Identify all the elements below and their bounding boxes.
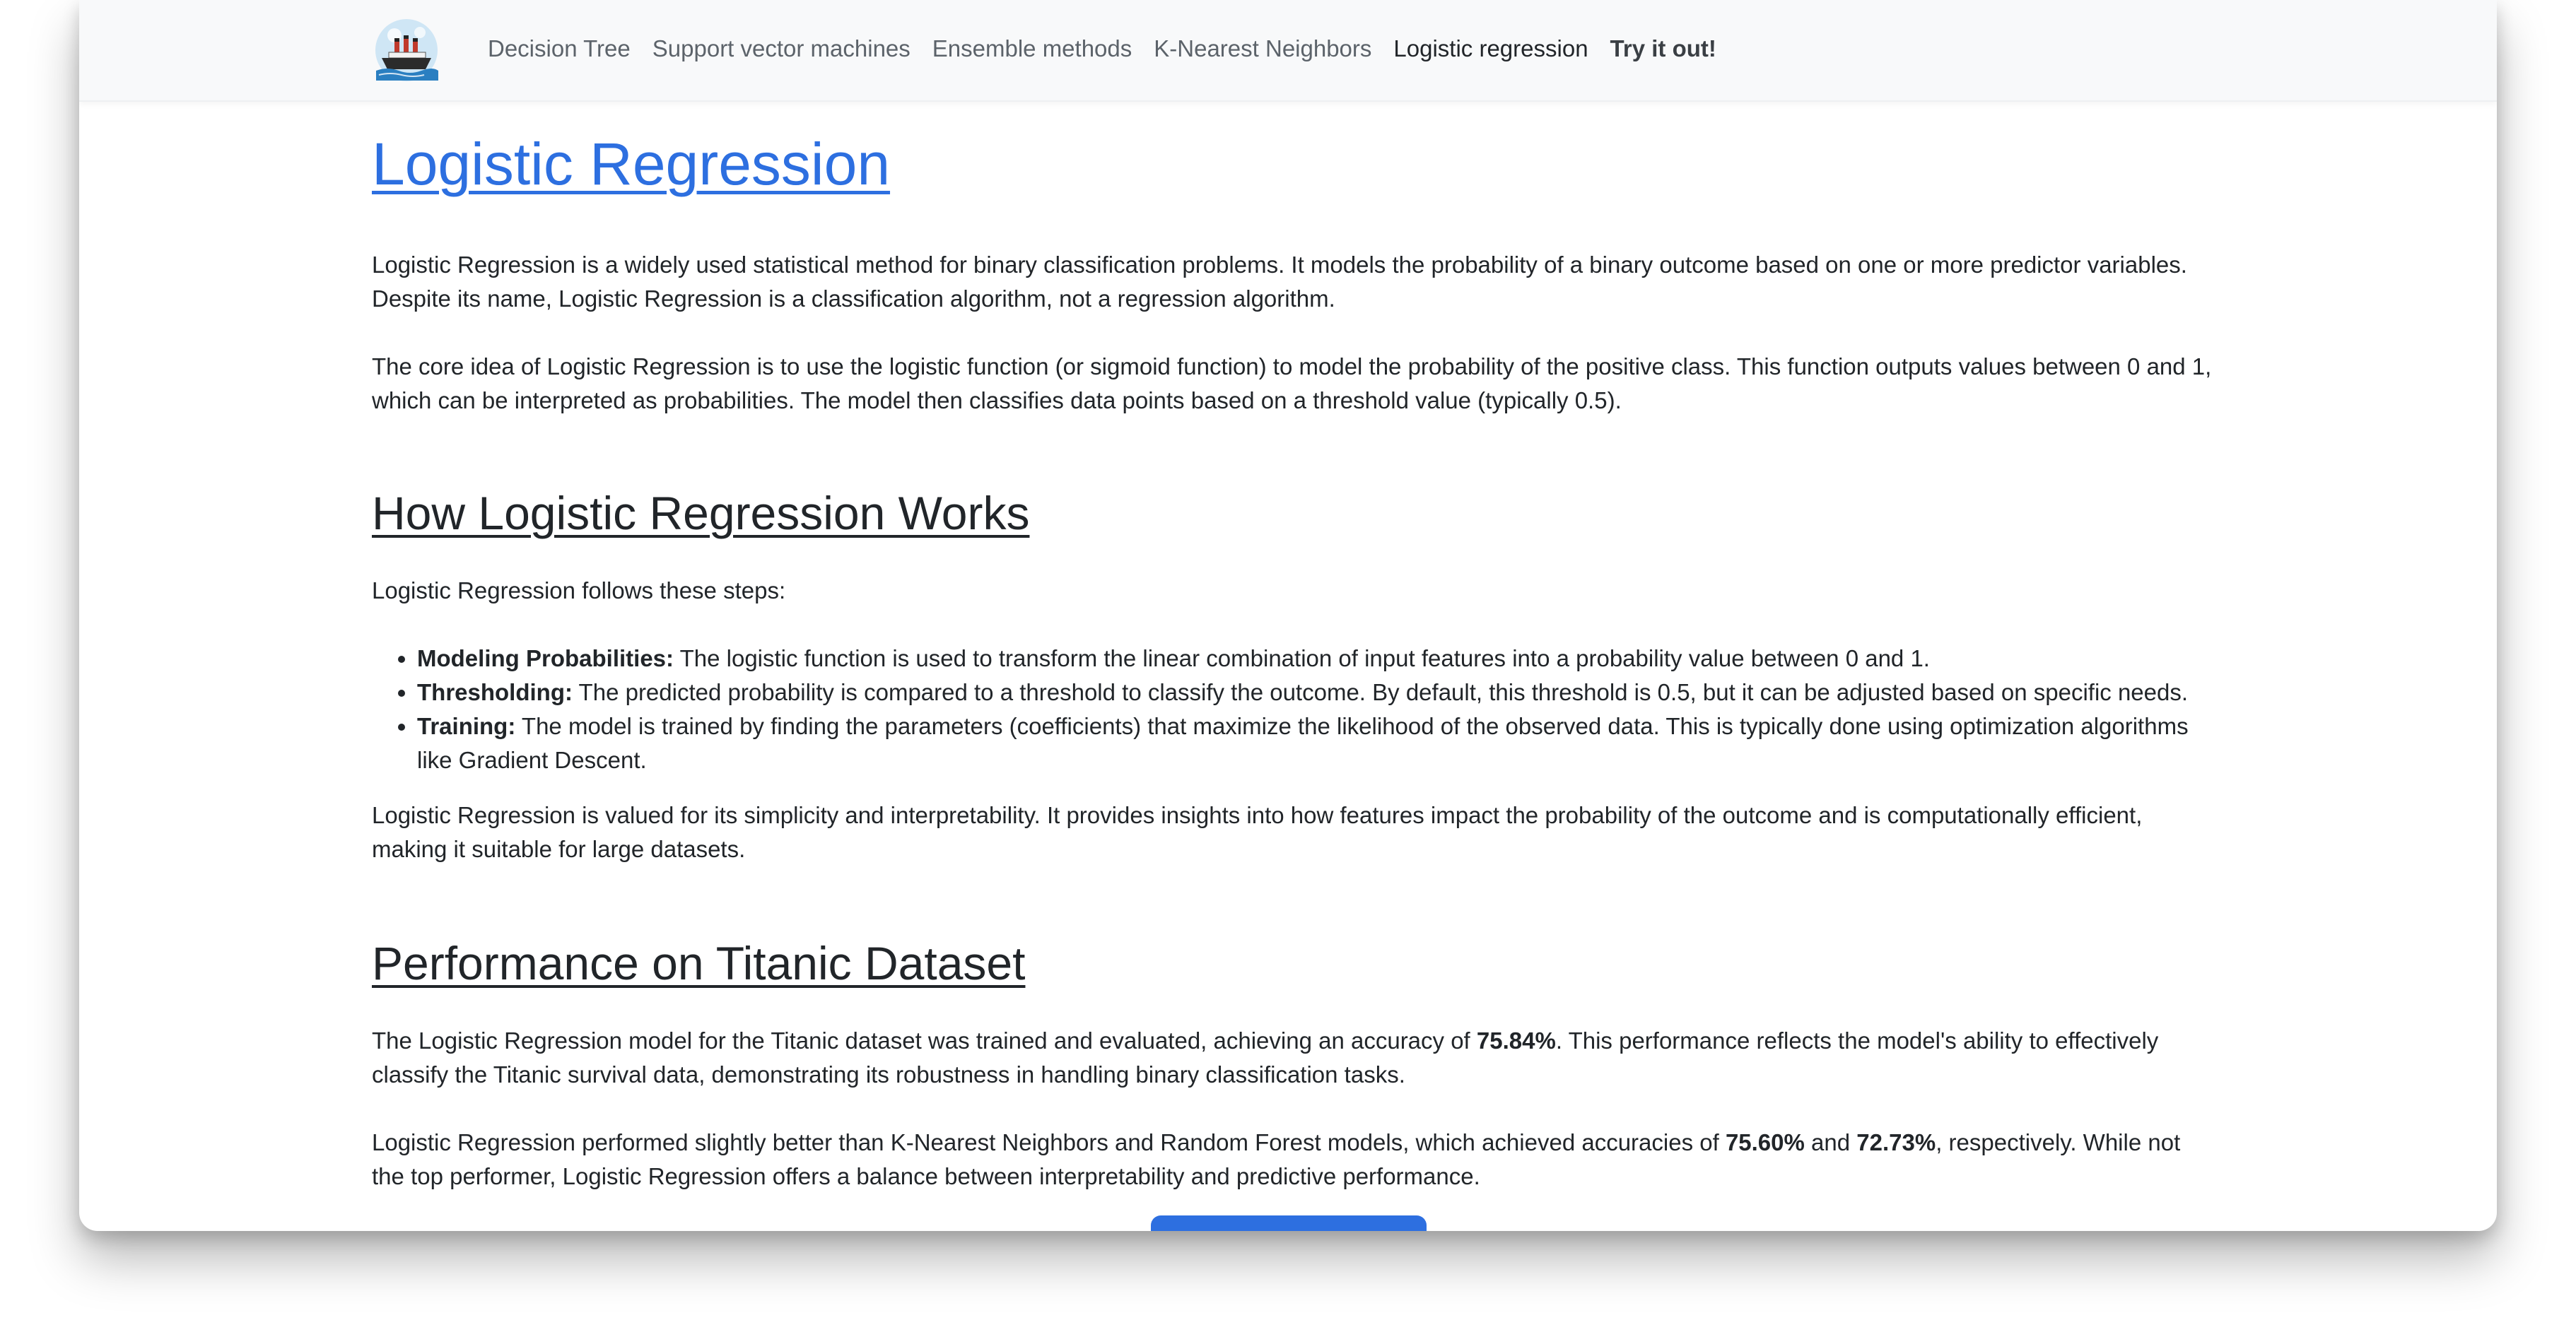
nav-link-ensemble[interactable]: Ensemble methods — [932, 35, 1132, 61]
step-text: The predicted probability is compared to a threshold to classify the outcome. By default, this threshold is 0.5, but it can be adjusted based on specific needs. — [572, 678, 2189, 705]
intro-paragraph-1: Logistic Regression is a widely used statistical method for binary classification problems. It models the probability of a binary outcome based on one or more predictor variables. Despite its name, Logistic Regression is a classification algorithm, not a regression algorithm. — [372, 251, 2187, 312]
perf2-text-after: , respectively. While not the top performer, Logistic Regression offers a balance between interpretability and predictive performance. — [372, 1129, 2181, 1190]
nav-link-svm[interactable]: Support vector machines — [652, 35, 911, 61]
step-text: The model is trained by finding the parameters (coefficients) that maximize the likelihood of the observed data. This is typically done using optimization algorithms like Gradient Descent. — [417, 712, 2189, 773]
perf1-text-after: . This performance reflects the model's ability to effectively classify the Titanic survival data, demonstrating its robustness in handling binary classification tasks. — [372, 1027, 2159, 1088]
performance-paragraph-1 — [372, 1024, 2217, 1092]
nav-link-knn[interactable]: K-Nearest Neighbors — [1154, 35, 1372, 61]
steps-intro: Logistic Regression follows these steps: — [372, 577, 786, 603]
perf2-text-middle: and — [1804, 1129, 1857, 1156]
rf-accuracy-value: 72.73% — [1856, 1129, 1936, 1156]
list-item — [417, 676, 2217, 709]
steps-list — [372, 642, 2217, 777]
main-content — [372, 100, 2217, 1194]
intro-paragraph-2: The core idea of Logistic Regression is to use the logistic function (or sigmoid function) to model the probability of the positive class. This function outputs values between 0 and 1, which can be interpreted as probabilities. The model then classifies data points based on a threshold value (typically 0.5). — [372, 353, 2212, 413]
how-it-works-heading: How Logistic Regression Works — [372, 486, 1030, 539]
browser-window — [79, 0, 2497, 1231]
brand-logo[interactable] — [373, 17, 440, 83]
performance-paragraph-2 — [372, 1126, 2217, 1194]
step-term: Training: — [417, 712, 516, 739]
accuracy-value: 75.84% — [1476, 1027, 1556, 1054]
step-text: The logistic function is used to transform the linear combination of input features into a probability value between 0 and 1. — [674, 644, 1930, 671]
nav-links — [488, 0, 1738, 98]
nav-link-decision-tree[interactable]: Decision Tree — [488, 35, 631, 61]
nav-link-logistic-regression[interactable]: Logistic regression — [1393, 35, 1588, 61]
list-item — [417, 642, 2217, 676]
knn-accuracy-value: 75.60% — [1725, 1129, 1805, 1156]
how-outro-paragraph: Logistic Regression is valued for its simplicity and interpretability. It provides insights into how features impact the probability of the outcome and is computationally efficient, making it suitable for large datasets. — [372, 801, 2143, 862]
step-term: Thresholding: — [417, 678, 573, 705]
performance-heading: Performance on Titanic Dataset — [372, 936, 1026, 989]
page-title-link[interactable]: Logistic Regression — [372, 131, 891, 197]
nav-link-try-it-out[interactable]: Try it out! — [1610, 35, 1716, 61]
primary-action-button[interactable] — [1151, 1215, 1427, 1231]
perf1-text-before: The Logistic Regression model for the Titanic dataset was trained and evaluated, achieving an accuracy of — [372, 1027, 1477, 1054]
step-term: Modeling Probabilities: — [417, 644, 674, 671]
navbar — [79, 0, 2497, 102]
list-item — [417, 709, 2217, 777]
ship-logo-icon — [373, 17, 440, 83]
page-title — [372, 129, 2217, 200]
perf2-text-before: Logistic Regression performed slightly better than K-Nearest Neighbors and Random Forest models, which achieved accuracies of — [372, 1129, 1726, 1156]
